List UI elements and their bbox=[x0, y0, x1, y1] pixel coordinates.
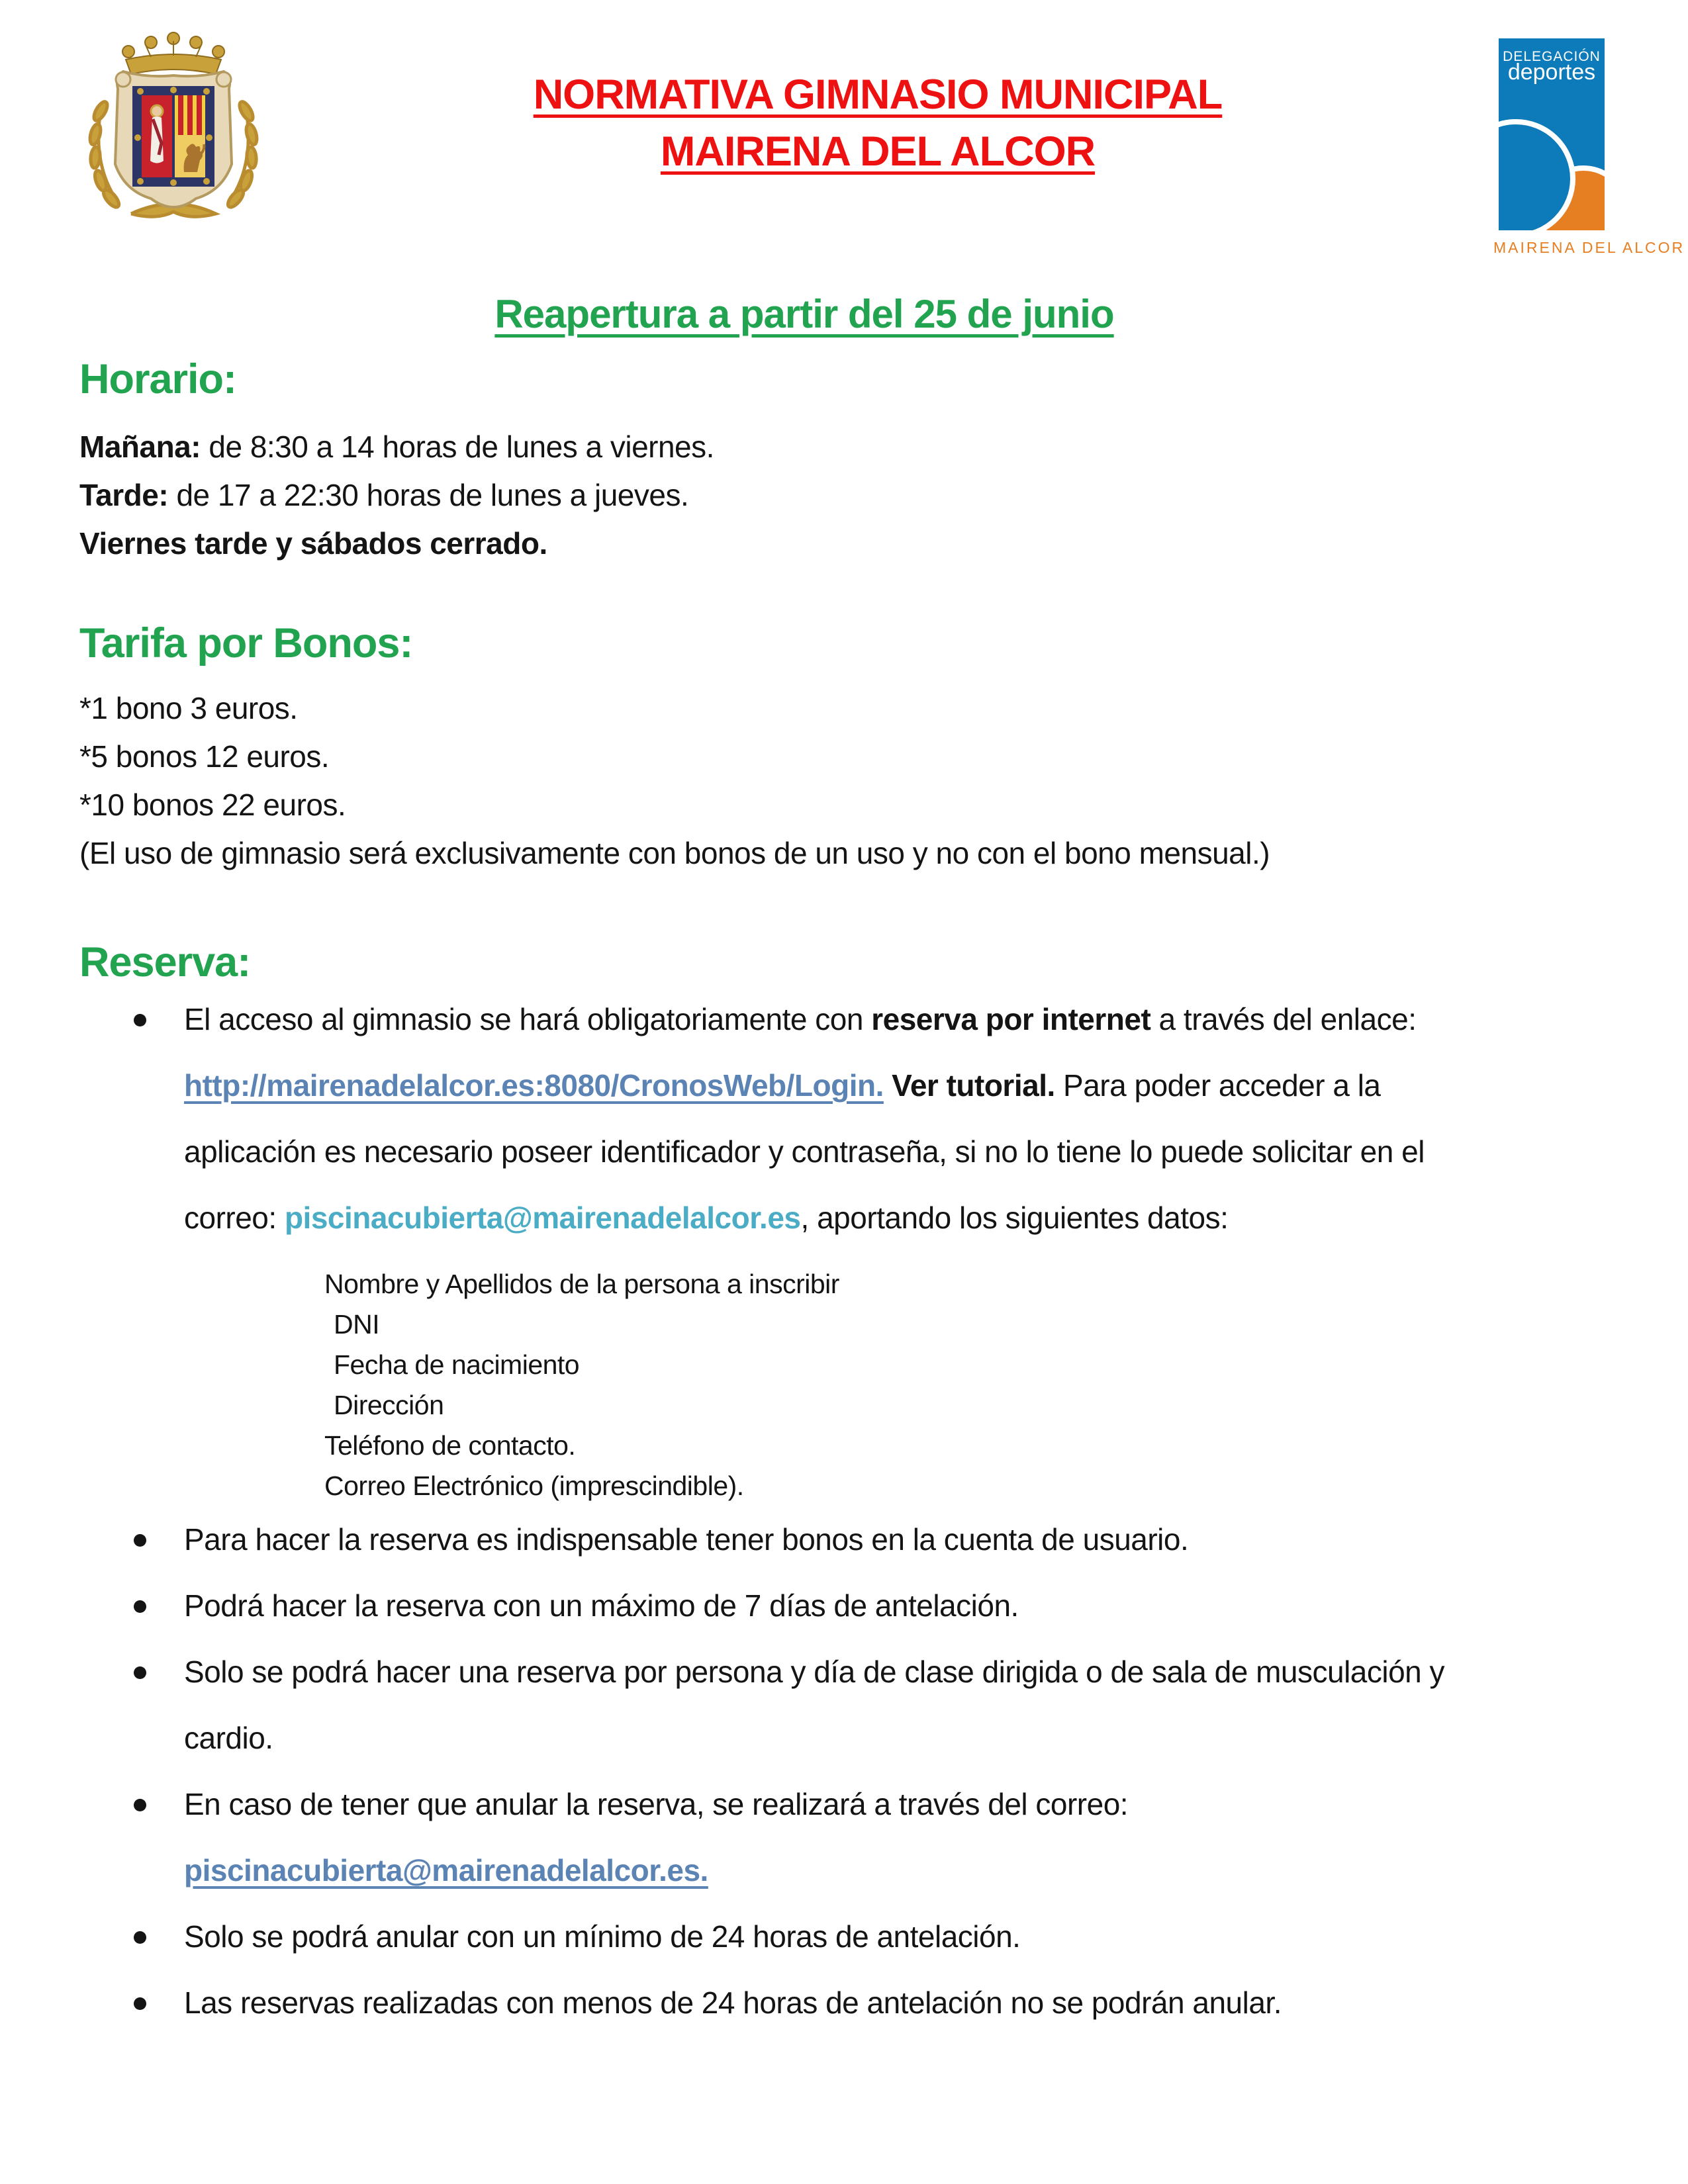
horario-value-tarde: de 17 a 22:30 horas de lunes a jueves. bbox=[168, 478, 689, 512]
title-line-2: MAIRENA DEL ALCOR bbox=[660, 128, 1096, 175]
horario-value-manana: de 8:30 a 14 horas de lunes a viernes. bbox=[201, 430, 714, 464]
logo-text-delegacion: DELEGACIÓN bbox=[1503, 49, 1601, 64]
bullet-bold-reserva-por-internet: reserva por internet bbox=[871, 1002, 1151, 1036]
horario-line-viernes bbox=[79, 520, 1609, 568]
horario-heading: Horario: bbox=[79, 356, 237, 402]
title-line-1: NORMATIVA GIMNASIO MUNICIPAL bbox=[533, 71, 1223, 118]
bullet-max-7-days: Podrá hacer la reserva con un máximo de 7 días de antelación. bbox=[79, 1572, 1496, 1639]
bullet-one-reservation: Solo se podrá hacer una reserva por persona y día de clase dirigida o de sala de musculación y cardio. bbox=[79, 1639, 1496, 1771]
dato-fecha-nacimiento: Fecha de nacimiento bbox=[334, 1349, 580, 1380]
coat-of-arms-icon bbox=[85, 25, 262, 224]
bullet-bold-ver-tutorial: Ver tutorial. bbox=[883, 1068, 1055, 1103]
required-data-list bbox=[324, 1264, 1609, 1506]
reserva-bullet-list-1 bbox=[79, 986, 1609, 1251]
bullet-text: En caso de tener que anular la reserva, se realizará a través del correo: bbox=[184, 1787, 1129, 1821]
section-tarifa bbox=[79, 619, 1609, 878]
horario-label-viernes: Viernes tarde y sábados cerrado. bbox=[79, 526, 547, 561]
dato-nombre: Nombre y Apellidos de la persona a inscribir bbox=[324, 1269, 839, 1299]
section-horario bbox=[79, 355, 1609, 568]
bullet-need-bonos: Para hacer la reserva es indispensable tener bonos en la cuenta de usuario. bbox=[79, 1506, 1496, 1572]
reserva-bullet-list-2 bbox=[79, 1506, 1609, 2036]
dato-direccion: Dirección bbox=[334, 1390, 444, 1420]
delegacion-deportes-logo bbox=[1493, 25, 1685, 257]
tarifa-note: (El uso de gimnasio será exclusivamente con bonos de un uso y no con el bono mensual.) bbox=[79, 836, 1270, 870]
bullet-internet-reservation bbox=[79, 986, 1496, 1251]
bullet-text: , aportando los siguientes datos: bbox=[800, 1201, 1229, 1235]
reopening-heading: Reapertura a partir del 25 de junio bbox=[494, 292, 1114, 336]
dato-dni: DNI bbox=[334, 1309, 380, 1340]
bullet-text: a través del enlace: bbox=[1150, 1002, 1417, 1036]
coat-of-arms-logo bbox=[85, 25, 262, 227]
delegacion-deportes-icon bbox=[1499, 38, 1605, 230]
piscinacubierta-email-link[interactable]: piscinacubierta@mairenadelalcor.es. bbox=[184, 1853, 708, 1888]
section-reserva bbox=[79, 938, 1609, 2036]
tarifa-item-3: *10 bonos 22 euros. bbox=[79, 788, 346, 822]
horario-label-tarde: Tarde: bbox=[79, 478, 169, 512]
dato-correo: Correo Electrónico (imprescindible). bbox=[324, 1471, 744, 1501]
tarifa-item-2: *5 bonos 12 euros. bbox=[79, 739, 330, 774]
bullet-cancel-by-email bbox=[79, 1771, 1496, 1903]
horario-label-manana: Mañana: bbox=[79, 430, 201, 464]
reserva-heading: Reserva: bbox=[79, 939, 251, 985]
logo-text-deportes: deportes bbox=[1507, 60, 1596, 85]
bullet-text: El acceso al gimnasio se hará obligatoriamente con bbox=[184, 1002, 872, 1036]
dato-telefono: Teléfono de contacto. bbox=[324, 1430, 576, 1461]
header bbox=[0, 0, 1688, 257]
bullet-no-cancel-under-24h: Las reservas realizadas con menos de 24 horas de antelación no se podrán anular. bbox=[79, 1970, 1496, 2036]
horario-line-tarde bbox=[79, 471, 1609, 520]
bullet-min-24h-cancel: Solo se podrá anular con un mínimo de 24 horas de antelación. bbox=[79, 1903, 1496, 1970]
tarifa-heading: Tarifa por Bonos: bbox=[79, 620, 413, 666]
piscinacubierta-email-inline[interactable]: piscinacubierta@mairenadelalcor.es bbox=[284, 1201, 801, 1235]
cronosweb-login-link[interactable]: http://mairenadelalcor.es:8080/CronosWeb/Login. bbox=[184, 1068, 884, 1103]
tarifa-item-1: *1 bono 3 euros. bbox=[79, 691, 298, 725]
logo-caption: MAIRENA DEL ALCOR bbox=[1493, 239, 1685, 256]
horario-line-manana bbox=[79, 423, 1609, 471]
bullet-text: Para poder acceder a la aplicación es necesario poseer identificador y contraseña, si no lo tiene lo puede solicitar en el correo: bbox=[184, 1068, 1425, 1235]
document-title bbox=[262, 25, 1493, 180]
